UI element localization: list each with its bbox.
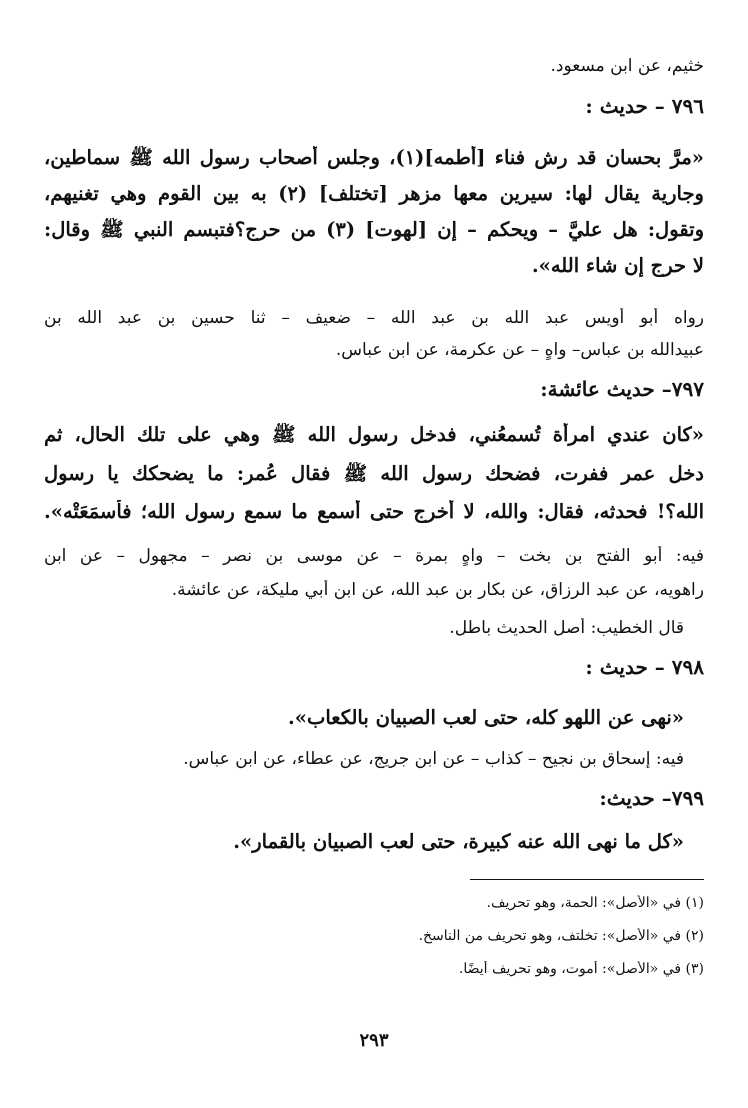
footnote-divider (470, 879, 704, 880)
hadith-796-source-line: عبيدالله بن عباس– واهٍ – عن عكرمة، عن ابن عباس. (335, 340, 704, 360)
hadith-798-heading: ٧٩٨ – حديث : (585, 655, 704, 679)
hadith-796-text-line: لا حرج إن شاء الله». (531, 254, 704, 277)
hadith-799-text: «كل ما نهى الله عنه كبيرة، حتى لعب الصبيان بالقمار». (233, 830, 684, 853)
hadith-796-heading: ٧٩٦ – حديث : (585, 94, 704, 118)
hadith-798-text: «نهى عن اللهو كله، حتى لعب الصبيان بالكعاب». (288, 706, 684, 729)
hadith-797-text-line: الله؟! فحدثه، فقال: والله، لا أخرج حتى أسمع ما سمع رسول الله؛ فأسمَعَتْه». (44, 500, 704, 523)
hadith-798-source: فيه: إسحاق بن نجيح – كذاب – عن ابن جريج، عن عطاء، عن ابن عباسٍ. (183, 749, 684, 769)
hadith-797-note: قال الخطيب: أصل الحديث باطل. (449, 618, 684, 638)
hadith-797-source-line: راهويه، عن عبد الرزاق، عن بكار بن عبد الله، عن ابن أبي مليكة، عن عائشة. (171, 580, 704, 600)
hadith-796-source-line: رواه أبو أويس عبد الله بن عبد الله – ضعيف – ثنا حسين بن عبد الله بن (44, 308, 704, 328)
footnote: (١) في «الأصل»: الحمة، وهو تحريف. (486, 895, 704, 911)
hadith-797-source-line: فيه: أبو الفتح بن بخت – واهٍ بمرة – عن موسى بن نصر – مجهول – عن ابن (44, 546, 704, 566)
footnote: (٢) في «الأصل»: تخلتف، وهو تحريف من الناسخ. (418, 928, 704, 944)
hadith-797-heading: ٧٩٧– حديث عائشة: (540, 377, 704, 401)
footnote: (٣) في «الأصل»: أموت، وهو تحريف أيضًا. (458, 961, 704, 977)
hadith-797-text-line: دخل عمر ففرت، فضحك رسول الله ﷺ فقال عُمر: ما يضحكك يا رسول (44, 462, 704, 485)
hadith-796-text-line: وتقول: هل عليَّ – ويحكم – إن [لهوت] (٣) من حرج؟فتبسم النبي ﷺ وقال: (44, 218, 704, 241)
hadith-796-text-line: «مرَّ بحسان قد رش فناء [أطمه](١)، وجلس أصحاب رسول الله ﷺ سماطين، (44, 146, 704, 169)
hadith-797-text-line: «كان عندي امرأة تُسمعُني، فدخل رسول الله ﷺ وهي على تلك الحال، ثم (44, 423, 704, 446)
hadith-796-text-line: وجارية يقال لها: سيرين معها مزهر [تختلف] (٢) به بين القوم وهي تغنيهم، (44, 182, 704, 205)
hadith-799-heading: ٧٩٩– حديث: (599, 786, 704, 810)
page-number: ٢٩٣ (359, 1030, 389, 1051)
continuation-line: خثيم، عن ابن مسعود. (550, 56, 704, 76)
